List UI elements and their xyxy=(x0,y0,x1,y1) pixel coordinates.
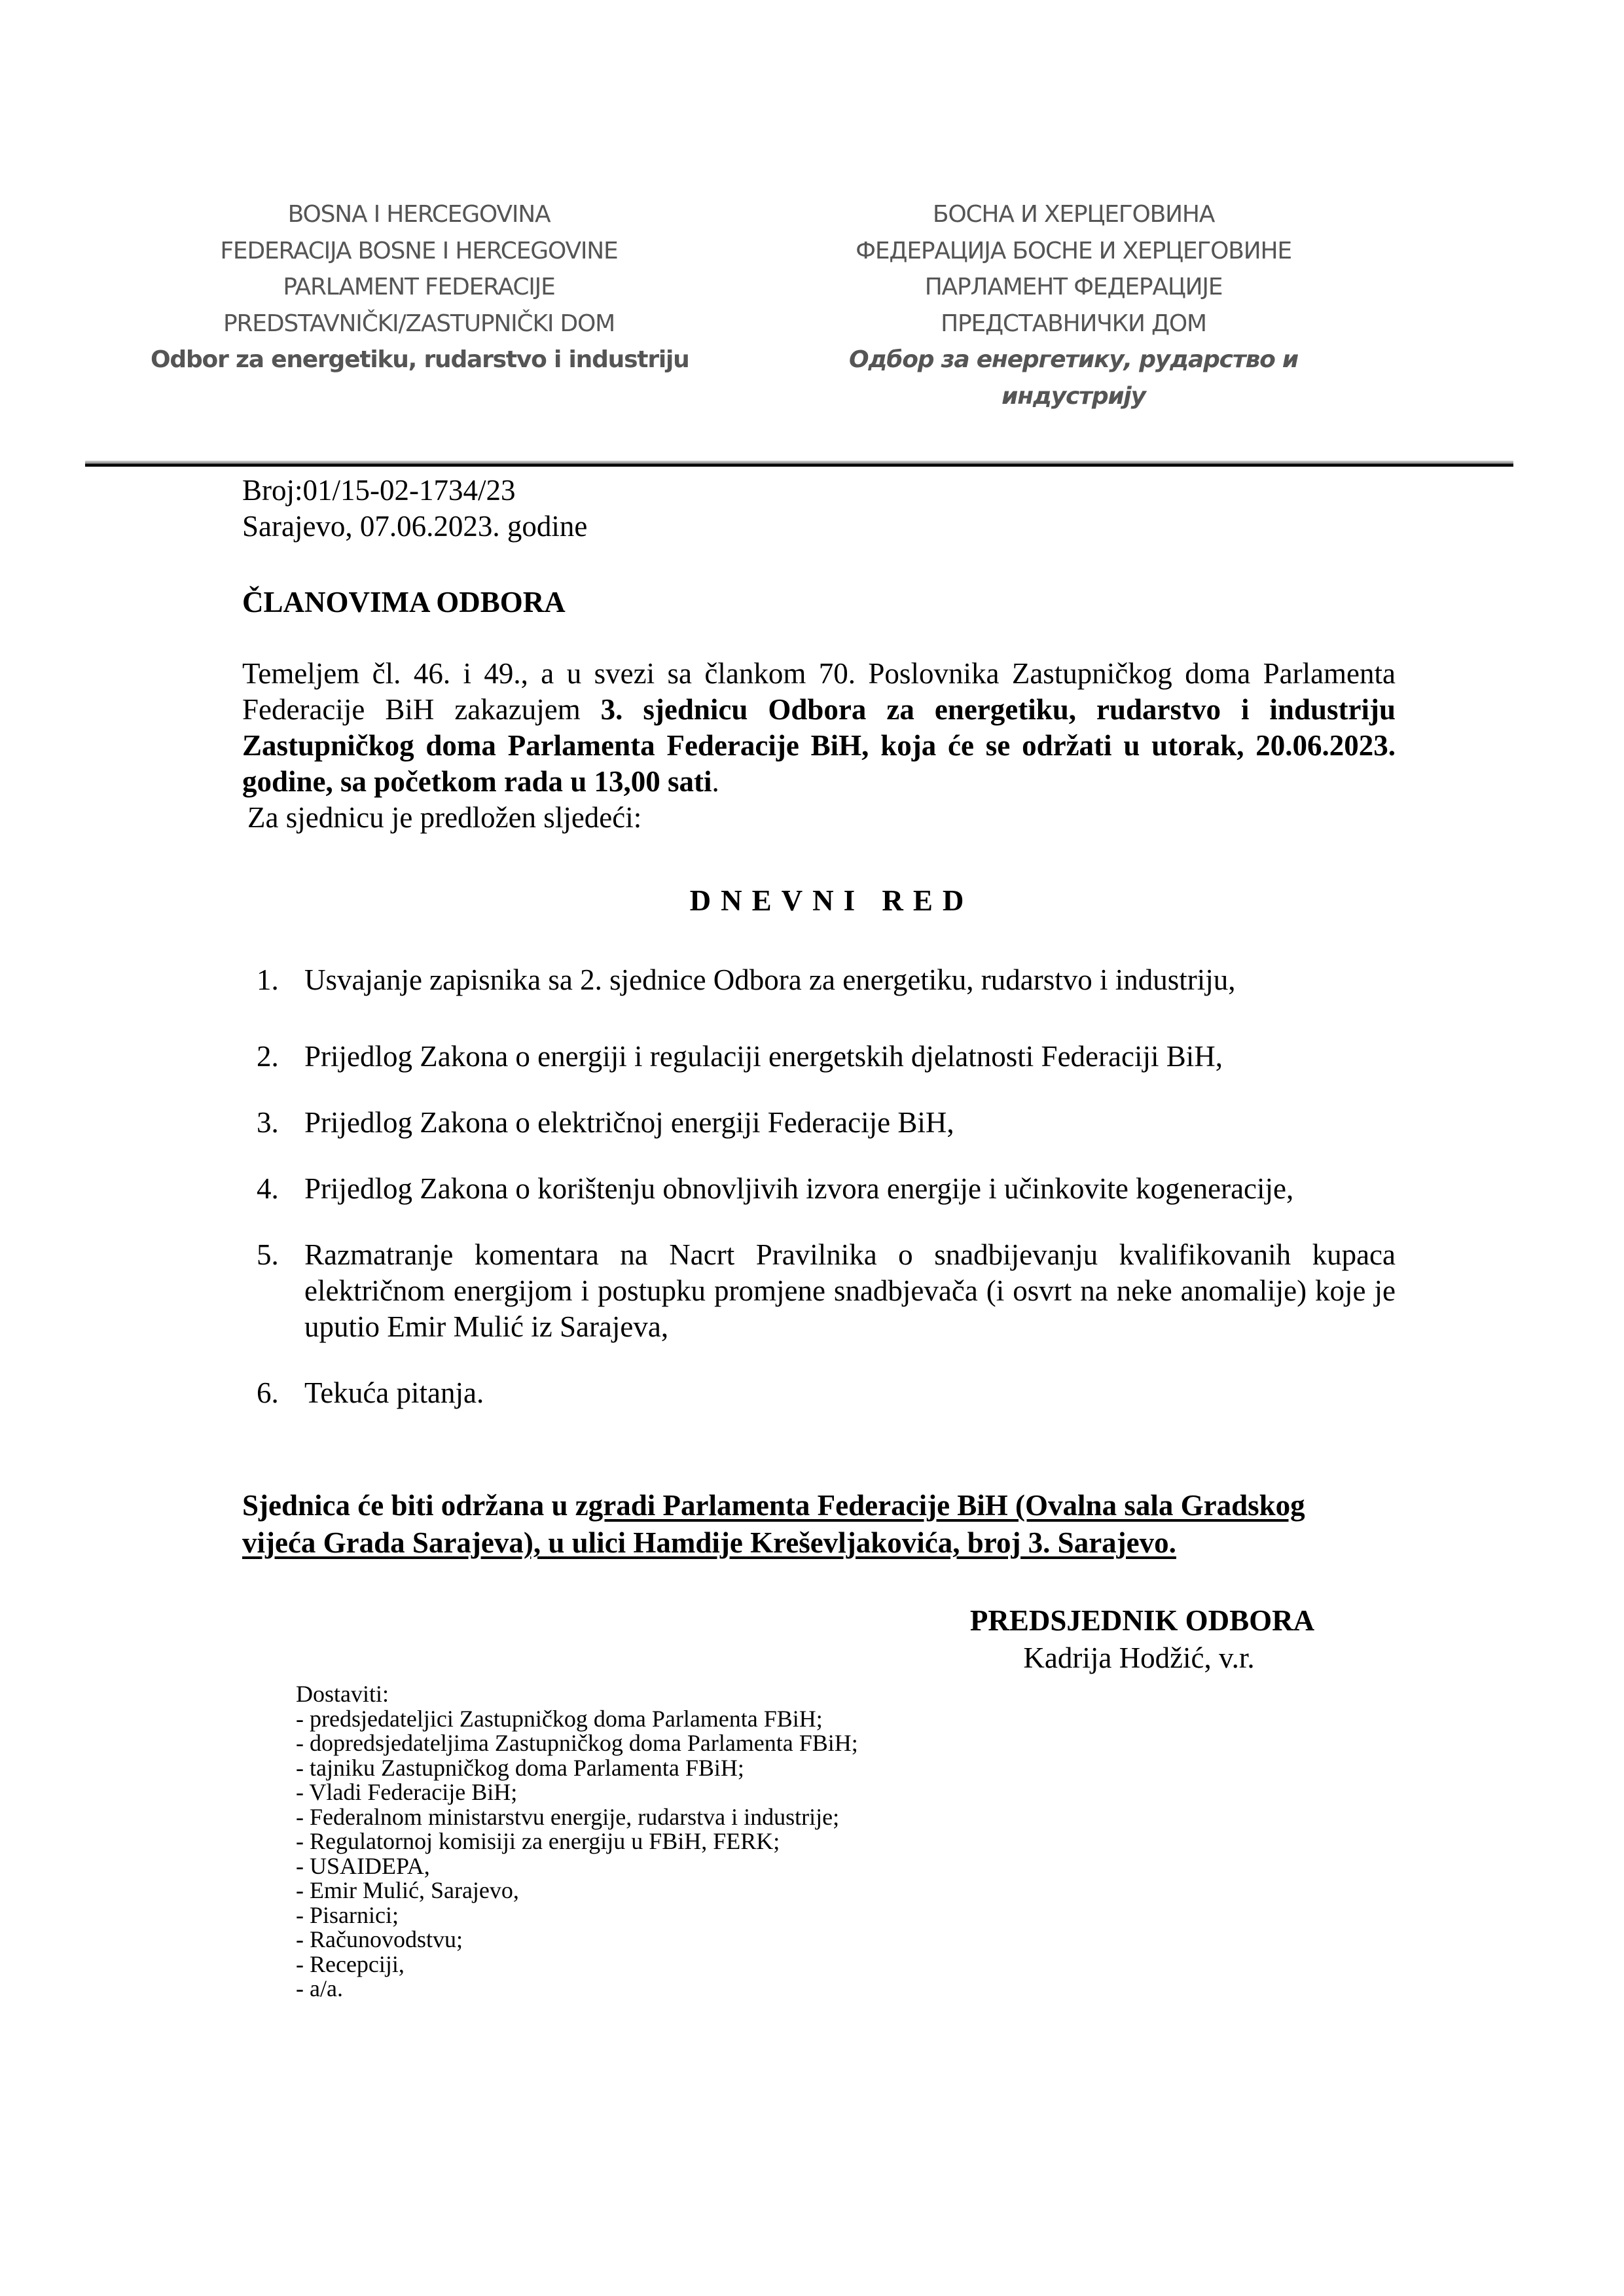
reference-block xyxy=(242,473,587,545)
place-date: Sarajevo, 07.06.2023. godine xyxy=(242,510,588,543)
agenda-item xyxy=(242,1171,1396,1207)
distribution-list xyxy=(296,1682,858,2001)
distribution-recipient: - tajniku Zastupničkog doma Parlamenta FBiH; xyxy=(296,1754,744,1781)
agenda-item-number: 5. xyxy=(257,1238,279,1271)
agenda-item xyxy=(242,1375,1396,1411)
venue-address: gradi Parlamenta Federacije BiH (Ovalna sala Gradskog vijeća Grada Sarajeva), u ulici Hamdije Kreševljakovića, broj 3. Sarajevo. xyxy=(242,1489,1305,1559)
agenda-item xyxy=(242,962,1396,998)
header-country: BOSNA I HERCEGOVINA xyxy=(287,201,550,228)
distribution-heading: Dostaviti: xyxy=(296,1681,389,1707)
signatory-name: Kadrija Hodžić, v.r. xyxy=(1023,1641,1255,1674)
agenda-item-number: 4. xyxy=(257,1172,279,1205)
header-divider xyxy=(85,461,1513,467)
intro-text: Temeljem čl. 46. i 49., a u svezi sa člankom 70. Poslovnika Zastupničkog doma Parlamenta Federacije BiH zakazujem xyxy=(242,657,1396,726)
agenda-item-number: 2. xyxy=(257,1040,279,1073)
distribution-recipient: - a/a. xyxy=(296,1975,343,2001)
agenda-item xyxy=(242,1237,1396,1345)
distribution-recipient: - Recepciji, xyxy=(296,1950,405,1977)
signatory-title: PREDSJEDNIK ODBORA xyxy=(969,1604,1315,1637)
proposed-agenda-note: Za sjednicu je predložen sljedeći: xyxy=(247,801,642,834)
intro-end: . xyxy=(712,765,719,798)
intro-paragraph xyxy=(242,656,1396,800)
venue-prefix: Sjednica će biti održana u z xyxy=(242,1489,588,1522)
agenda-item-text: Usvajanje zapisnika sa 2. sjednice Odbora za energetiku, rudarstvo i industriju, xyxy=(304,963,1236,996)
distribution-recipient: - Emir Mulić, Sarajevo, xyxy=(296,1877,519,1903)
distribution-recipient: - Računovodstvu; xyxy=(296,1926,463,1952)
venue-note xyxy=(242,1487,1381,1562)
agenda-list xyxy=(242,962,1396,1411)
agenda-item-text: Prijedlog Zakona o električnoj energiji Federacije BiH, xyxy=(304,1106,954,1139)
agenda-item xyxy=(242,1105,1396,1141)
header-latin xyxy=(151,196,687,378)
header-cyrillic xyxy=(818,196,1329,414)
distribution-recipient: - Regulatornoj komisiji za energiju u FBiH, FERK; xyxy=(296,1828,780,1854)
agenda-item-text: Razmatranje komentara na Nacrt Pravilnika o snadbijevanju kvalifikovanih kupaca električnom energijom i postupku promjene snadbjevača (i osvrt na neke anomalije) koje je uputio Emir Mulić iz Sarajeva, xyxy=(304,1238,1396,1343)
agenda-title: DNEVNI RED xyxy=(689,884,974,917)
addressee: ČLANOVIMA ODBORA xyxy=(242,586,566,619)
agenda-item-text: Tekuća pitanja. xyxy=(304,1376,484,1409)
header-house: PREDSTAVNIČKI/ZASTUPNIČKI DOM xyxy=(223,310,615,337)
header-committee-cyrillic: Одбор за енергетику, рударство и индустрију xyxy=(849,346,1298,410)
header-house-cyrillic: ПРЕДСТАВНИЧКИ ДОМ xyxy=(941,310,1206,337)
intro-session-details: 3. sjednicu Odbora za energetiku, rudarstvo i industriju Zastupničkog doma Parlamenta Federacije BiH, koja će se održati u utorak, 20.06.2023. godine, sa početkom rada u 13,00 sati xyxy=(242,693,1396,798)
header-country-cyrillic: БОСНА И ХЕРЦЕГОВИНА xyxy=(932,201,1215,228)
reference-number: Broj:01/15-02-1734/23 xyxy=(242,474,516,507)
signature-block xyxy=(903,1602,1362,1677)
agenda-item-number: 1. xyxy=(257,963,279,996)
distribution-recipient: - USAIDEPA, xyxy=(296,1852,430,1879)
agenda-item-number: 3. xyxy=(257,1106,279,1139)
distribution-recipient: - dopredsjedateljima Zastupničkog doma Parlamenta FBiH; xyxy=(296,1730,858,1756)
agenda-item-text: Prijedlog Zakona o korištenju obnovljivih izvora energije i učinkovite kogeneracije, xyxy=(304,1172,1294,1205)
header-federation-cyrillic: ФЕДЕРАЦИЈА БОСНЕ И ХЕРЦЕГОВИНЕ xyxy=(856,237,1291,264)
distribution-recipient: - predsjedateljici Zastupničkog doma Parlamenta FBiH; xyxy=(296,1705,823,1732)
distribution-recipient: - Vladi Federacije BiH; xyxy=(296,1779,518,1805)
distribution-recipient: - Federalnom ministarstvu energije, rudarstva i industrije; xyxy=(296,1803,840,1830)
agenda-item xyxy=(242,1039,1396,1075)
header-parliament: PARLAMENT FEDERACIJE xyxy=(283,274,555,300)
distribution-recipient: - Pisarnici; xyxy=(296,1901,399,1928)
header-parliament-cyrillic: ПАРЛАМЕНТ ФЕДЕРАЦИЈЕ xyxy=(924,274,1223,300)
agenda-item-text: Prijedlog Zakona o energiji i regulaciji energetskih djelatnosti Federaciji BiH, xyxy=(304,1040,1223,1073)
header-committee: Odbor za energetiku, rudarstvo i industriju xyxy=(151,346,689,373)
header-federation: FEDERACIJA BOSNE I HERCEGOVINE xyxy=(220,237,618,264)
agenda-item-number: 6. xyxy=(257,1376,279,1409)
